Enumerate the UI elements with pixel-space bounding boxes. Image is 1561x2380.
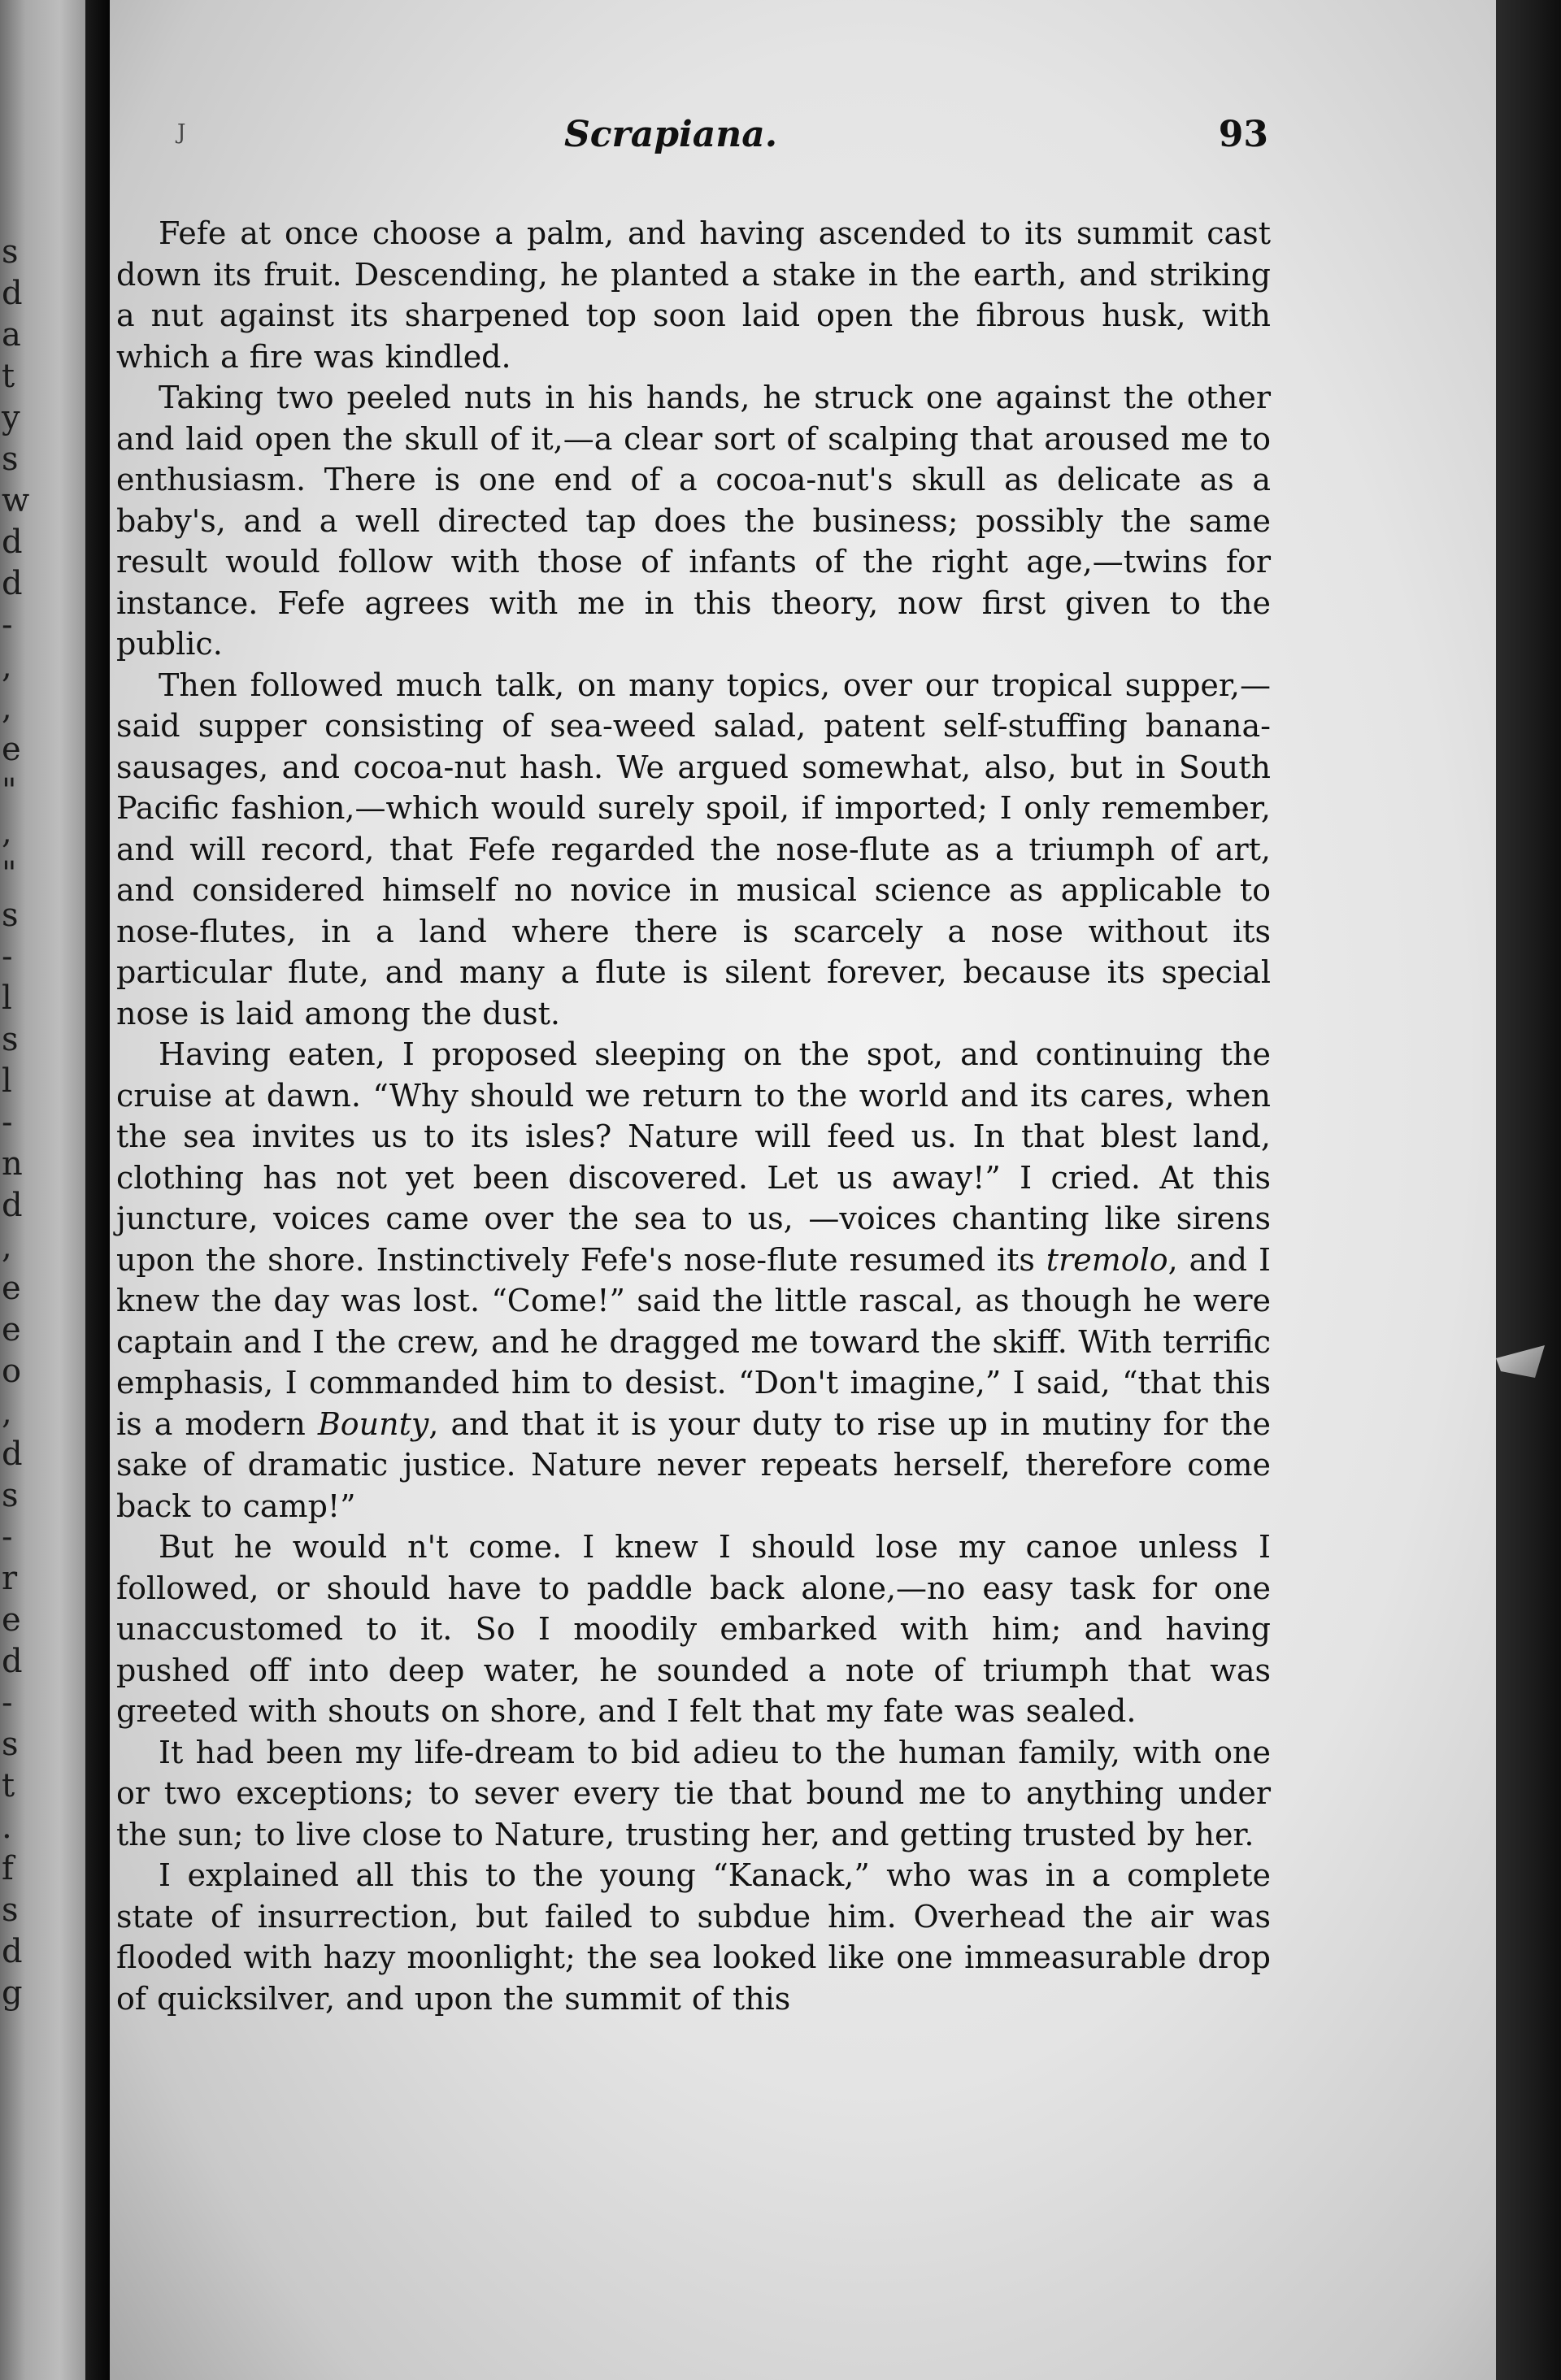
facing-page-fragment: d bbox=[2, 1187, 23, 1224]
bounty-italic: Bounty bbox=[317, 1405, 429, 1442]
facing-page-fragment: e bbox=[2, 731, 21, 768]
facing-page-fragment: s bbox=[2, 441, 19, 478]
facing-page-fragment: . bbox=[2, 1809, 12, 1846]
book-gutter bbox=[85, 0, 110, 2380]
facing-page-fragment: o bbox=[2, 1353, 22, 1390]
facing-page-fragment: s bbox=[2, 1726, 19, 1763]
facing-page-fragment: d bbox=[2, 1933, 23, 1970]
facing-page-fragment: - bbox=[2, 1684, 13, 1722]
facing-page-fragment: e bbox=[2, 1601, 21, 1639]
right-page-edge bbox=[1496, 0, 1561, 2380]
facing-page-fragment: , bbox=[2, 648, 12, 685]
paragraph-4-part-a: Having eaten, I proposed sleeping on the spot, and continuing the cruise at dawn. “Why should we return to the world and its cares, when the sea invites us to its isles? Nature will feed us. In that blest land, clothing has not yet been discovered. Let us away!” I cried. At this juncture, voices came over the sea to us, —voices chanting like sirens upon the shore. Instinctively Fefe's nose-flute resumed its bbox=[116, 1036, 1271, 1278]
facing-page-fragment: l bbox=[2, 1062, 12, 1100]
facing-page-fragment: n bbox=[2, 1145, 23, 1183]
facing-page-fragment: , bbox=[2, 689, 12, 727]
facing-page-fragment: d bbox=[2, 565, 23, 602]
facing-page-fragment: d bbox=[2, 1643, 23, 1680]
facing-page-fragment: t bbox=[2, 358, 15, 395]
tremolo-italic: tremolo bbox=[1046, 1241, 1168, 1278]
facing-page-fragment: - bbox=[2, 606, 13, 644]
facing-page-fragment: l bbox=[2, 979, 12, 1017]
facing-page-fragment: , bbox=[2, 1394, 12, 1431]
facing-page-fragment: , bbox=[2, 1228, 12, 1266]
facing-page-fragment: y bbox=[2, 399, 20, 436]
page-body-text bbox=[116, 213, 1271, 2019]
facing-page-fragment: s bbox=[2, 1021, 19, 1058]
paragraph-4-part-c: , and that it is your duty to rise up in mutiny for the sake of dramatic justice. Nature never repeats herself, therefore come back to camp!” bbox=[116, 1405, 1271, 1524]
facing-page-fragment: , bbox=[2, 814, 12, 851]
facing-page-fragment: " bbox=[2, 855, 17, 892]
facing-page-fragment: e bbox=[2, 1270, 21, 1307]
paragraph-1: Fefe at once choose a palm, and having ascended to its summit cast down its fruit. Descending, he planted a stake in the earth, and striking a nut against its sharpened top soon laid open the fibrous husk, with which a fire was kindled. bbox=[116, 215, 1271, 375]
stray-pencil-mark: J bbox=[177, 120, 186, 145]
facing-page-fragment: f bbox=[2, 1850, 14, 1887]
paragraph-4 bbox=[116, 1034, 1271, 1527]
facing-page-fragment: d bbox=[2, 523, 23, 561]
facing-page-fragment: s bbox=[2, 1891, 19, 1929]
facing-page-fragment: a bbox=[2, 316, 21, 354]
page-number: 93 bbox=[1218, 114, 1268, 155]
facing-page-fragment: r bbox=[2, 1560, 18, 1597]
facing-page-edge bbox=[0, 0, 85, 2380]
facing-page-fragment: t bbox=[2, 1767, 15, 1805]
facing-page-fragment: - bbox=[2, 1104, 13, 1141]
facing-page-fragment: " bbox=[2, 772, 17, 810]
facing-page-fragment: s bbox=[2, 1477, 19, 1514]
facing-page-fragment: g bbox=[2, 1974, 23, 2012]
facing-page-fragment: e bbox=[2, 1311, 21, 1349]
paragraph-6: It had been my life-dream to bid adieu to the human family, with one or two exceptions; to sever every tie that bound me to anything under the sun; to live close to Nature, trusting her, and getting trusted by her. bbox=[116, 1734, 1271, 1852]
page-clip-mark bbox=[1496, 1345, 1545, 1378]
facing-page-fragment: - bbox=[2, 1518, 13, 1556]
paragraph-2: Taking two peeled nuts in his hands, he struck one against the other and laid open the skull of it,—a clear sort of scalping that aroused me to enthusiasm. There is one end of a cocoa-nut's skull as delicate as a baby's, and a well directed tap does the business; possibly the same result would follow with those of infants of the right age,—twins for instance. Fefe agrees with me in this theory, now first given to the public. bbox=[116, 380, 1271, 662]
facing-page-fragment: s bbox=[2, 233, 19, 271]
paragraph-7: I explained all this to the young “Kanack,” who was in a complete state of insurrection, but failed to subdue him. Overhead the air was flooded with hazy moonlight; the sea looked like one immeasurable drop of quicksilver, and upon the summit of this bbox=[116, 1857, 1271, 2017]
facing-page-fragment: - bbox=[2, 938, 13, 975]
running-title: Scrapiana. bbox=[563, 114, 778, 155]
facing-page-fragment: w bbox=[2, 482, 30, 519]
paragraph-5: But he would n't come. I knew I should lose my canoe unless I followed, or should have to paddle back alone,—no easy task for one unaccustomed to it. So I moodily embarked with him; and having pushed off into deep water, he sounded a note of triumph that was greeted with shouts on shore, and I felt that my fate was sealed. bbox=[116, 1529, 1271, 1729]
facing-page-fragment: s bbox=[2, 897, 19, 934]
paragraph-4-part-b: , and I knew the day was lost. “Come!” said the little rascal, as though he were captain and I the crew, and he dragged me toward the skiff. With terrific emphasis, I commanded him to desist. “Don't imagine,” I said, “that this is a modern bbox=[116, 1241, 1272, 1442]
paragraph-3: Then followed much talk, on many topics, over our tropical supper,—said supper consisting of sea-weed salad, patent self-stuffing banana-sausages, and cocoa-nut hash. We argued somewhat, also, but in South Pacific fashion,—which would surely spoil, if imported; I only remember, and will record, that Fefe regarded the nose-flute as a triumph of art, and considered himself no novice in musical science as applicable to nose-flutes, in a land where there is scarcely a nose without its particular flute, and many a flute is silent forever, because its special nose is laid among the dust. bbox=[116, 667, 1271, 1031]
facing-page-fragment: d bbox=[2, 275, 23, 312]
facing-page-fragment: d bbox=[2, 1435, 23, 1473]
